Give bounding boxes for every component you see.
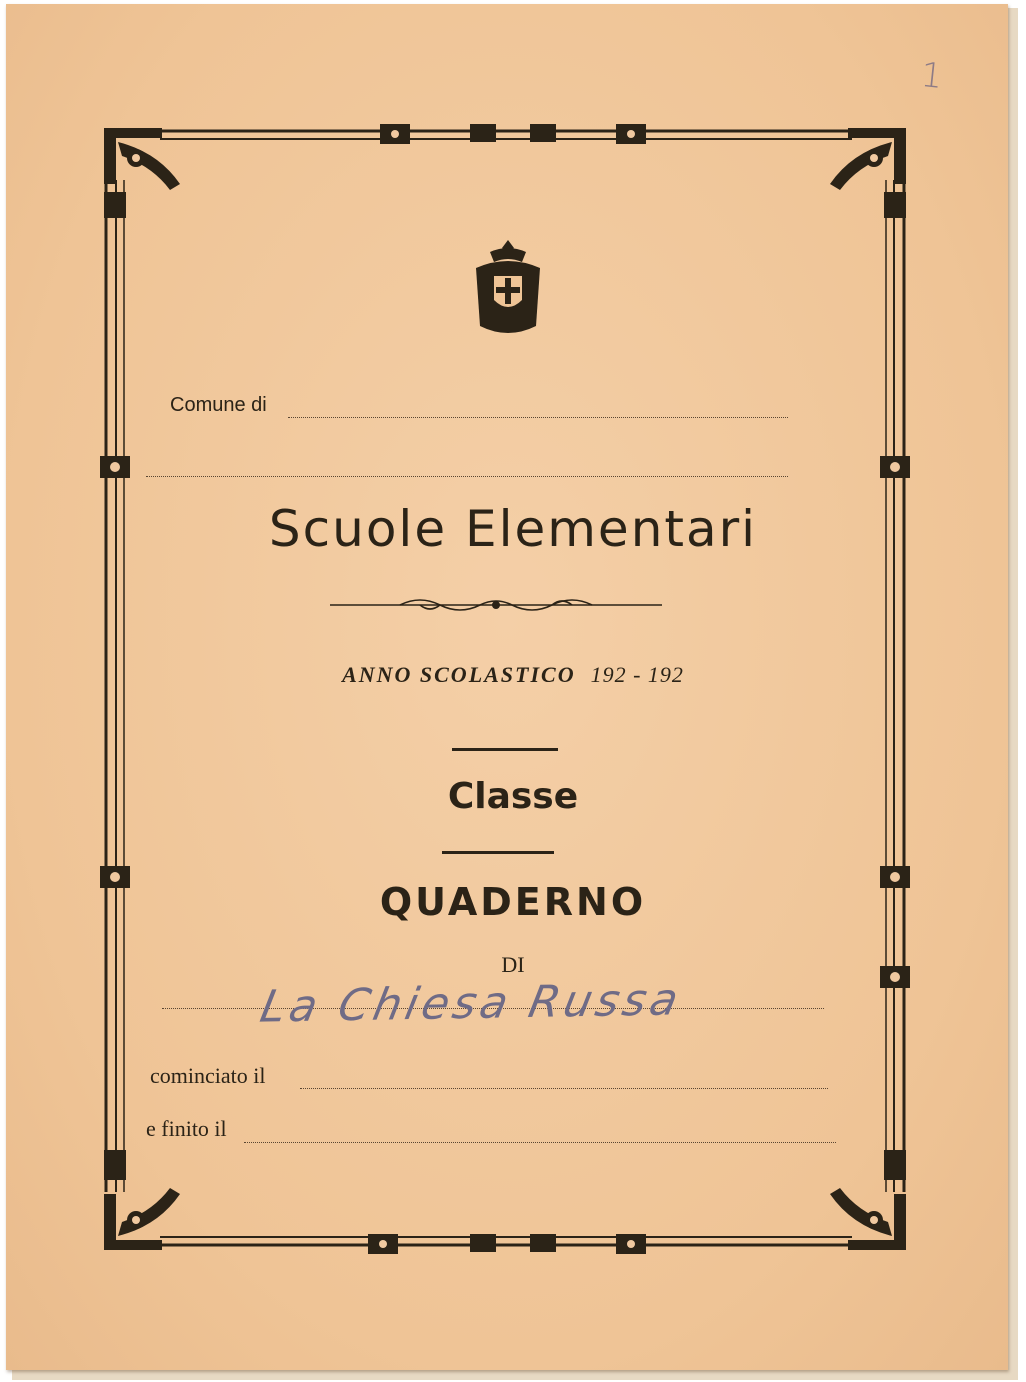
comune-label: Comune di xyxy=(170,394,267,416)
divider-rule-bottom xyxy=(442,851,554,854)
page-title: Scuole Elementari xyxy=(268,500,758,558)
royal-coat-of-arms-icon xyxy=(468,238,548,338)
decorative-flourish xyxy=(330,594,662,616)
di-label: DI xyxy=(501,952,525,977)
quaderno-heading: QUADERNO xyxy=(379,880,647,924)
pencil-page-number: 1 xyxy=(918,54,945,98)
classe-label: Classe xyxy=(447,776,579,817)
divider-rule-top xyxy=(452,748,558,751)
cominciato-field-line[interactable] xyxy=(300,1088,828,1089)
school-year-label: ANNO SCOLASTICO xyxy=(342,662,576,687)
finito-field-line[interactable] xyxy=(244,1142,836,1143)
comune-field-line[interactable] xyxy=(288,417,788,418)
school-year-line xyxy=(0,662,1026,688)
finito-label: e finito il xyxy=(146,1116,227,1141)
handwritten-subject: La Chiesa Russa xyxy=(256,974,687,1033)
comune-field-line-2[interactable] xyxy=(146,476,788,477)
school-year-value: 192 - 192 xyxy=(590,662,684,687)
cominciato-label: cominciato il xyxy=(150,1063,266,1088)
